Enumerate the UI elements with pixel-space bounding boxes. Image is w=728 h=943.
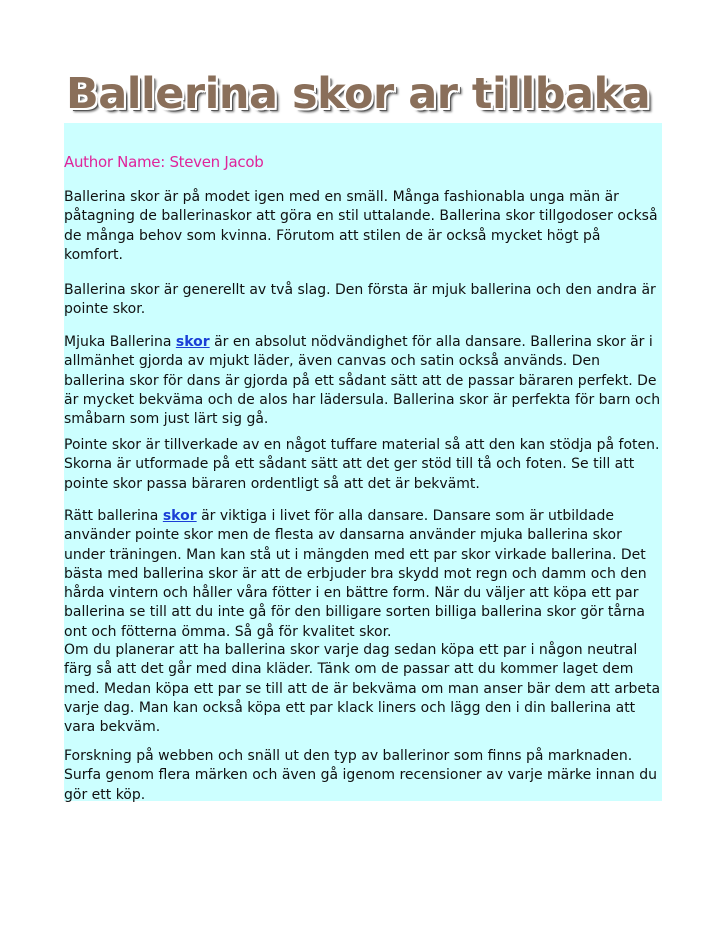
paragraph-1: Ballerina skor är på modet igen med en smäll. Många fashionabla unga män är påtagning de ballerinaskor att göra en stil uttalande. Ballerina skor tillgodoser också de många behov som kvinna. Förutom att stilen de är också mycket högt på komfort. [64, 189, 658, 263]
paragraph-3-after: är en absolut nödvändighet för alla dansare. Ballerina skor är i allmänhet gjorda av mjukt läder, även canvas och satin också används. Den ballerina skor för dans är gjorda på ett sådant sätt att de passar bäraren perfekt. De är mycket bekväma och de alos har lädersula. Ballerina skor är perfekta för barn och småbarn som just lärt sig gå. [64, 334, 661, 428]
skor-link[interactable]: skor [175, 334, 210, 350]
paragraph-5-after: är viktiga i livet för alla dansare. Dansare som är utbildade använder pointe skor men de flesta av dansarna använder mjuka ballerina skor under träningen. Man kan stå ut i mängden med ett par skor virkade ballerina. Det bästa med ballerina skor är att de erbjuder bra skydd mot regn och damm och den hårda vintern och håller våra fötter i en bättre form. När du väljer att köpa ett par ballerina se till att du inte gå för den billigare sorten billiga ballerina skor gör tårna ont och fötterna ömma. Så gå för kvalitet skor. [64, 508, 647, 640]
paragraph-5-before: Rätt ballerina [64, 508, 163, 524]
title-banner [66, 66, 666, 122]
paragraph-2: Ballerina skor är generellt av två slag. Den första är mjuk ballerina och den andra är pointe skor. [64, 282, 656, 318]
paragraph-4: Pointe skor är tillverkade av en något tuffare material så att den kan stödja på foten. Skorna är utformade på ett sådant sätt att det ger stöd till tå och foten. Se till att pointe skor passa bäraren ordentligt så att det är bekvämt. [64, 437, 660, 492]
document-title: Ballerina skor ar tillbaka [66, 69, 651, 119]
paragraph-3 [64, 333, 662, 429]
author-name: Author Name: Steven Jacob [64, 153, 264, 171]
skor-link-2[interactable]: skor [162, 508, 197, 524]
paragraph-5 [64, 507, 662, 642]
paragraph-6: Om du planerar att ha ballerina skor varje dag sedan köpa ett par i någon neutral färg så att det går med dina kläder. Tänk om de passar att du kommer laget dem med. Medan köpa ett par se till att de är bekväma om man anser bär dem att arbeta varje dag. Man kan också köpa ett par klack liners och lägg den i din ballerina att vara bekväm. [64, 642, 661, 736]
paragraph-7: Forskning på webben och snäll ut den typ av ballerinor som finns på marknaden. Surfa genom flera märken och även gå igenom recensioner av varje märke innan du gör ett köp. [64, 748, 657, 803]
paragraph-3-before: Mjuka Ballerina [64, 334, 176, 350]
